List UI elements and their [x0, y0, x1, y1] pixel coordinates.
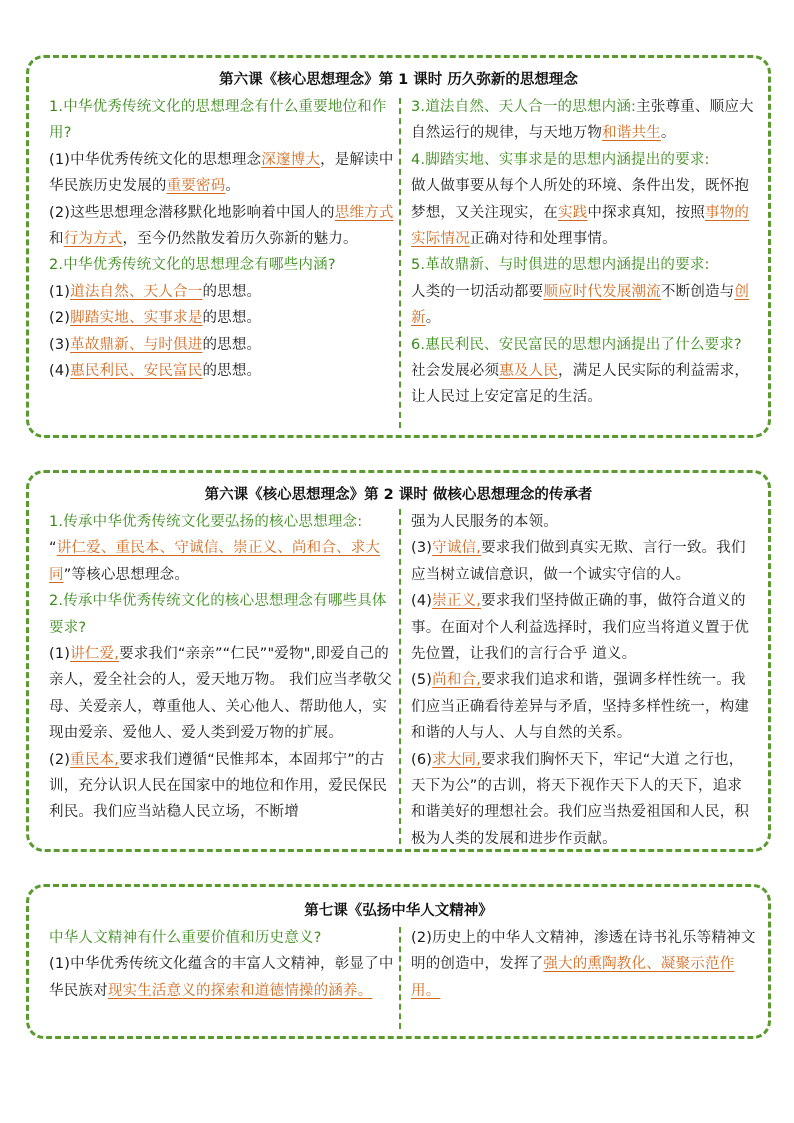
section-title: 第七课《弘扬中华人文精神》: [304, 903, 493, 919]
left-column: [49, 509, 394, 826]
point-2: (2)重民本,要求我们遵循“民惟邦本，本固邦宁”的古训，充分认识人民在国家中的地位和作用，爱民保民利民。我们应当站稳人民立场，不断增: [49, 751, 388, 821]
answer-3: 3.道法自然、天人合一的思想内涵:主张尊重、顺应大自然运行的规律，与天地万物和谐共生。: [411, 99, 754, 142]
section-title: 第六课《核心思想理念》第 1 课时 历久弥新的思想理念: [219, 72, 578, 88]
point-3: (3)守诚信,要求我们做到真实无欺、言行一致。我们应当树立诚信意识，做一个诚实守信的人。: [411, 540, 746, 583]
list-item: (2)脚踏实地、实事求是的思想。: [49, 310, 262, 327]
lesson6-session2-card: [26, 470, 771, 852]
answer-1-2: (2)这些思想理念潜移默化地影响着中国人的思维方式和行为方式，至今仍然散发着历久弥新的魅力。: [49, 204, 394, 248]
question-2: 2.传承中华优秀传统文化的核心思想理念有哪些具体要求?: [49, 593, 387, 636]
point-6: (6)求大同,要求我们胸怀天下，牢记“大道 之行也，天下为公”的古训，将天下视作天下人的天下，追求和谐美好的理想社会。我们应当热爱祖国和人民，积极为人类的发展和进步作贡献。: [411, 751, 750, 847]
list-item: (1)道法自然、天人合一的思想。: [49, 283, 262, 300]
point-1: (1)讲仁爱,要求我们“亲亲”“仁民”"爱物",即爱自己的亲人，爱全社会的人，爱天地万物。 我们应当孝敬父母、关爱亲人，尊重他人、关心他人、帮助他人，实现由爱亲、爱他人、爱人类到爱万物的扩展。: [49, 646, 392, 742]
question-1: 1.中华优秀传统文化的思想理念有什么重要地位和作用?: [49, 99, 387, 142]
left-column: [49, 94, 394, 384]
left-column: [49, 925, 394, 1004]
answer-5: 人类的一切活动都要顺应时代发展潮流不断创造与创新。: [411, 283, 750, 327]
question-1: 1.传承中华优秀传统文化要弘扬的核心思想理念:: [49, 514, 363, 530]
lesson7-card: [26, 884, 771, 1039]
question-6: 6.惠民利民、安民富民的思想内涵提出了什么要求?: [411, 336, 742, 353]
right-column: [411, 925, 756, 1004]
list-item: (3)革故鼎新、与时俱进的思想。: [49, 336, 262, 353]
point-2-continued: 强为人民服务的本领。: [411, 514, 558, 530]
answer-1: “讲仁爱、重民本、守诚信、崇正义、尚和合、求大同”等核心思想理念。: [49, 540, 381, 583]
question-2: 2.中华优秀传统文化的思想理念有哪些内涵?: [49, 257, 336, 274]
question-5: 5.革故鼎新、与时俱进的思想内涵提出的要求:: [411, 257, 710, 274]
column-divider: [399, 509, 401, 844]
list-item: (4)惠民利民、安民富民的思想。: [49, 363, 262, 380]
lesson6-session1-card: [26, 55, 771, 438]
question-1: 中华人文精神有什么重要价值和历史意义?: [49, 930, 322, 946]
answer-4: 做人做事要从每个人所处的环境、条件出发，既怀抱梦想，又关注现实，在实践中探求真知，按照事物的实际情况正确对待和处理事情。: [411, 178, 750, 248]
question-4: 4.脚踏实地、实事求是的思想内涵提出的要求:: [411, 151, 710, 168]
point-5: (5)尚和合,要求我们追求和谐，强调多样性统一。我们应当正确看待差异与矛盾，坚持多样性统一，构建和谐的人与人、人与自然的关系。: [411, 672, 750, 742]
right-column: [411, 94, 756, 411]
column-divider: [399, 98, 401, 428]
section-title: 第六课《核心思想理念》第 2 课时 做核心思想理念的传承者: [204, 487, 593, 503]
answer-1-1: (1)中华优秀传统文化的思想理念深邃博大，是解读中华民族历史发展的重要密码。: [49, 151, 394, 195]
right-column: [411, 509, 756, 852]
answer-6: 社会发展必须惠及人民，满足人民实际的利益需求，让人民过上安定富足的生活。: [411, 363, 750, 406]
point-4: (4)崇正义,要求我们坚持做正确的事，做符合道义的事。在面对个人利益选择时，我们应当将道义置于优先位置，让我们的言行合乎 道义。: [411, 593, 750, 663]
column-divider: [399, 927, 401, 1029]
answer-2: (2)历史上的中华人文精神，渗透在诗书礼乐等精神文明的创造中，发挥了强大的熏陶教化、凝聚示范作用。: [411, 930, 756, 999]
answer-1: (1)中华优秀传统文化蕴含的丰富人文精神，彰显了中华民族对现实生活意义的探索和道德情操的涵养。: [49, 956, 394, 999]
